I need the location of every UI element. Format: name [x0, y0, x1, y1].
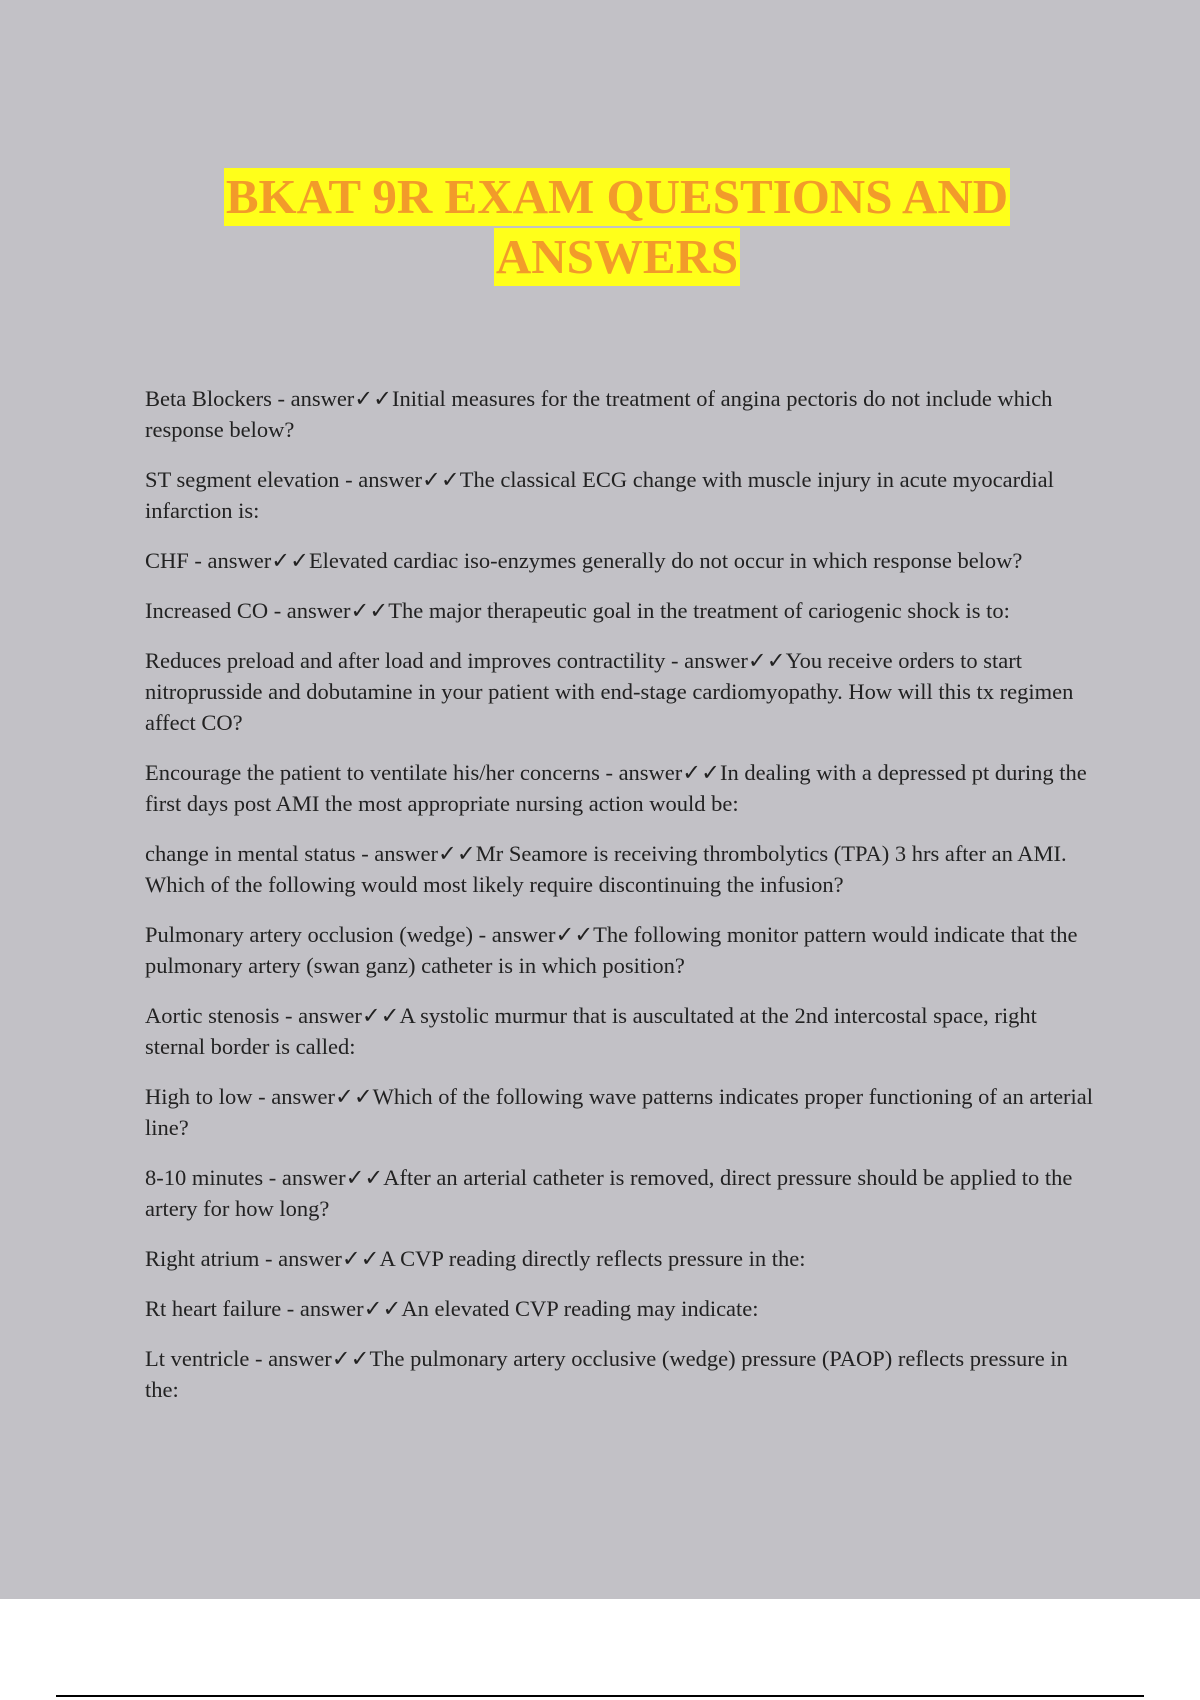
qa-item: Rt heart failure - answer✓✓An elevated CVP reading may indicate: [145, 1296, 759, 1321]
qa-item: Encourage the patient to ventilate his/her concerns - answer✓✓In dealing with a depressed pt during the first days post AMI the most appropriate nursing action would be: [145, 760, 1087, 816]
qa-item: CHF - answer✓✓Elevated cardiac iso-enzymes generally do not occur in which response below? [145, 548, 1023, 573]
qa-item: Pulmonary artery occlusion (wedge) - answer✓✓The following monitor pattern would indicate that the pulmonary artery (swan ganz) catheter is in which position? [145, 922, 1078, 978]
document-title [0, 168, 1200, 286]
qa-item: Increased CO - answer✓✓The major therapeutic goal in the treatment of cariogenic shock is to: [145, 598, 1010, 623]
qa-item: Lt ventricle - answer✓✓The pulmonary artery occlusive (wedge) pressure (PAOP) reflects pressure in the: [145, 1346, 1068, 1402]
qa-item: Reduces preload and after load and improves contractility - answer✓✓You receive orders to start nitroprusside and dobutamine in your patient with end-stage cardiomyopathy. How will this tx regimen affect CO? [145, 648, 1074, 735]
qa-list [145, 383, 1095, 1424]
qa-item: Aortic stenosis - answer✓✓A systolic murmur that is auscultated at the 2nd intercostal space, right sternal border is called: [145, 1003, 1037, 1059]
qa-item: Beta Blockers - answer✓✓Initial measures for the treatment of angina pectoris do not include which response below? [145, 386, 1053, 442]
qa-item: change in mental status - answer✓✓Mr Seamore is receiving thrombolytics (TPA) 3 hrs after an AMI. Which of the following would most likely require discontinuing the infusion? [145, 841, 1067, 897]
title-line-1: BKAT 9R EXAM QUESTIONS AND [225, 169, 1009, 224]
title-line-2: ANSWERS [495, 229, 739, 284]
qa-item: High to low - answer✓✓Which of the following wave patterns indicates proper functioning of an arterial line? [145, 1084, 1094, 1140]
qa-item: Right atrium - answer✓✓A CVP reading directly reflects pressure in the: [145, 1246, 806, 1271]
qa-item: ST segment elevation - answer✓✓The classical ECG change with muscle injury in acute myocardial infarction is: [145, 467, 1054, 523]
footer-divider [56, 1695, 1144, 1697]
qa-item: 8-10 minutes - answer✓✓After an arterial catheter is removed, direct pressure should be applied to the artery for how long? [145, 1165, 1073, 1221]
